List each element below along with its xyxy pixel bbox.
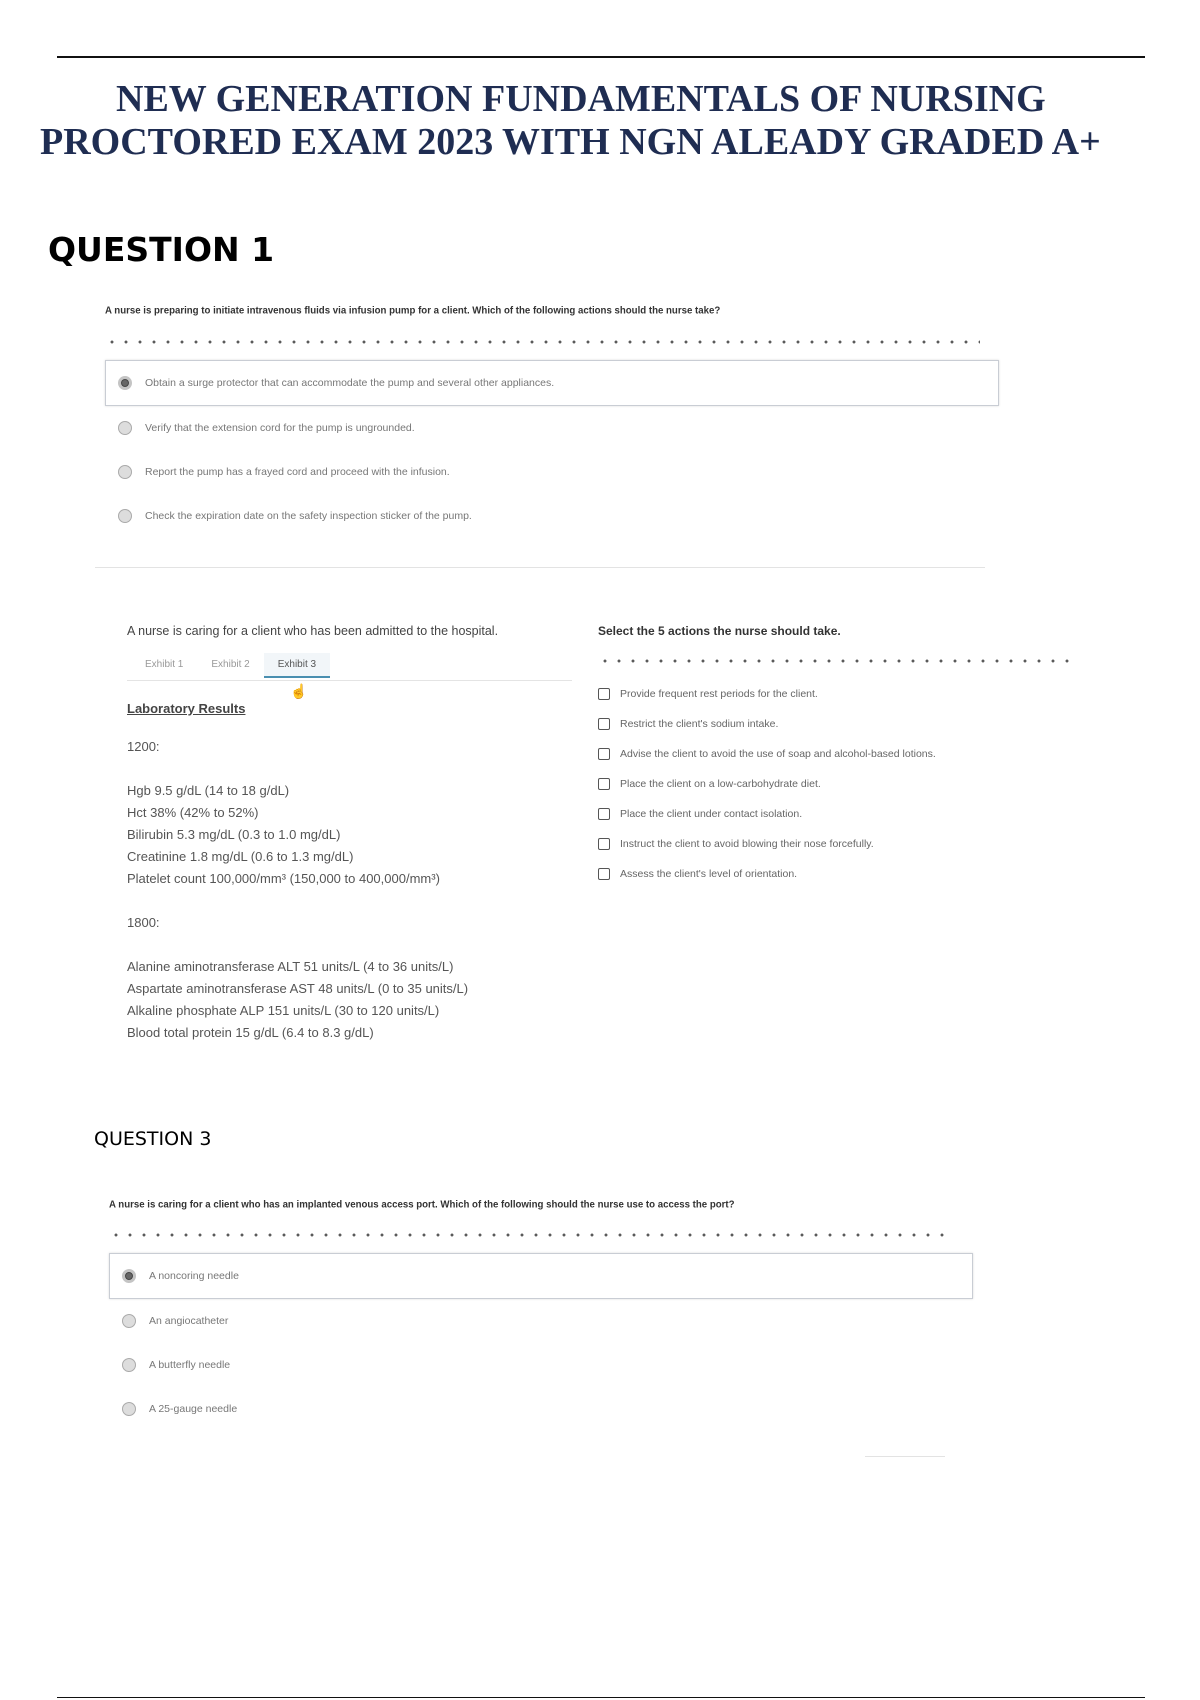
checkbox-icon[interactable] [598,868,610,880]
select-divider [598,659,1073,663]
question-3-divider [109,1233,954,1237]
exhibit-tabs [131,653,577,678]
lab-result-line: Platelet count 100,000/mm³ (150,000 to 400,000/mm³) [127,871,440,886]
question-3-heading: QUESTION 3 [94,1128,212,1150]
checkbox-icon[interactable] [598,688,610,700]
checkbox-icon[interactable] [598,808,610,820]
lab-time-1800: 1800: [127,915,160,930]
lab-time-1200: 1200: [127,739,160,754]
document-title [40,78,1150,164]
action-choice-label: Assess the client's level of orientation. [620,868,798,880]
title-line-2: PROCTORED EXAM 2023 WITH NGN ALEADY GRADED A+ [40,121,1101,163]
question-1-bottom-line [95,567,985,568]
question-1-option-1[interactable] [105,360,999,406]
lab-result-line: Alkaline phosphate ALP 151 units/L (30 to 120 units/L) [127,1003,440,1018]
action-checkbox-list [598,679,1098,889]
question-3-panel [109,1199,969,1431]
action-choice-7[interactable] [598,859,1098,889]
question-2-case-panel [127,624,577,1044]
action-choice-5[interactable] [598,799,1098,829]
lab-result-line: Creatinine 1.8 mg/dL (0.6 to 1.3 mg/dL) [127,849,354,864]
lab-result-line: Bilirubin 5.3 mg/dL (0.3 to 1.0 mg/dL) [127,827,341,842]
action-choice-2[interactable] [598,709,1098,739]
radio-empty-icon[interactable] [118,421,132,435]
action-choice-label: Instruct the client to avoid blowing their nose forcefully. [620,838,874,850]
checkbox-icon[interactable] [598,838,610,850]
lab-results-1800 [127,956,577,1044]
lab-result-line: Hct 38% (42% to 52%) [127,805,259,820]
lab-result-line: Alanine aminotransferase ALT 51 units/L (4 to 36 units/L) [127,959,454,974]
question-3-bottom-line [865,1456,945,1457]
radio-empty-icon[interactable] [122,1314,136,1328]
question-3-option-label: A noncoring needle [149,1270,239,1282]
radio-empty-icon[interactable] [118,465,132,479]
mouse-cursor-icon: ☝ [290,683,308,699]
title-line-1: NEW GENERATION FUNDAMENTALS OF NURSING [116,78,1046,120]
radio-selected-icon[interactable] [122,1269,136,1283]
question-1-panel [105,305,985,538]
action-choice-label: Restrict the client's sodium intake. [620,718,779,730]
question-1-heading: QUESTION 1 [48,230,275,269]
question-1-option-label: Obtain a surge protector that can accommodate the pump and several other appliances. [145,377,555,389]
tab-exhibit-2[interactable]: Exhibit 2 [211,659,250,670]
question-3-stem: A nurse is caring for a client who has an implanted venous access port. Which of the following should the nurse use to access the port? [109,1199,735,1211]
question-1-option-label: Verify that the extension cord for the pump is ungrounded. [145,422,415,434]
question-3-option-label: A 25-gauge needle [149,1403,238,1415]
question-1-option-label: Report the pump has a frayed cord and proceed with the infusion. [145,466,450,478]
action-choice-label: Advise the client to avoid the use of soap and alcohol-based lotions. [620,748,936,760]
checkbox-icon[interactable] [598,718,610,730]
action-choice-label: Place the client on a low-carbohydrate diet. [620,778,821,790]
question-1-option-2[interactable] [105,406,985,450]
question-3-option-2[interactable] [109,1299,969,1343]
tab-exhibit-3[interactable]: Exhibit 3 [264,653,330,678]
top-rule [57,56,1145,58]
question-1-option-label: Check the expiration date on the safety inspection sticker of the pump. [145,510,472,522]
question-3-options [109,1253,969,1431]
tabs-underline [127,680,572,681]
action-choice-label: Provide frequent rest periods for the client. [620,688,818,700]
question-3-option-3[interactable] [109,1343,969,1387]
lab-result-line: Hgb 9.5 g/dL (14 to 18 g/dL) [127,783,290,798]
question-3-option-4[interactable] [109,1387,969,1431]
case-study-stem: A nurse is caring for a client who has been admitted to the hospital. [127,624,499,638]
question-3-option-1[interactable] [109,1253,973,1299]
select-actions-title: Select the 5 actions the nurse should take. [598,624,841,638]
question-1-options [105,360,985,538]
question-1-divider [105,340,980,344]
question-3-option-label: A butterfly needle [149,1359,231,1371]
radio-empty-icon[interactable] [122,1402,136,1416]
question-3-option-label: An angiocatheter [149,1315,229,1327]
checkbox-icon[interactable] [598,778,610,790]
question-1-stem: A nurse is preparing to initiate intravenous fluids via infusion pump for a client. Which of the following actions should the nurse take? [105,305,721,317]
question-1-option-3[interactable] [105,450,985,494]
lab-results-1200 [127,780,577,890]
action-choice-3[interactable] [598,739,1098,769]
checkbox-icon[interactable] [598,748,610,760]
lab-result-line: Aspartate aminotransferase AST 48 units/L (0 to 35 units/L) [127,981,469,996]
action-choice-1[interactable] [598,679,1098,709]
action-choice-4[interactable] [598,769,1098,799]
lab-results-title: Laboratory Results [127,701,246,716]
radio-selected-icon[interactable] [118,376,132,390]
action-choice-label: Place the client under contact isolation. [620,808,803,820]
tab-exhibit-1[interactable]: Exhibit 1 [145,659,184,670]
lab-result-line: Blood total protein 15 g/dL (6.4 to 8.3 g/dL) [127,1025,374,1040]
question-1-option-4[interactable] [105,494,985,538]
action-choice-6[interactable] [598,829,1098,859]
radio-empty-icon[interactable] [118,509,132,523]
bottom-rule [57,1697,1145,1698]
question-2-select-panel [598,624,1098,889]
radio-empty-icon[interactable] [122,1358,136,1372]
